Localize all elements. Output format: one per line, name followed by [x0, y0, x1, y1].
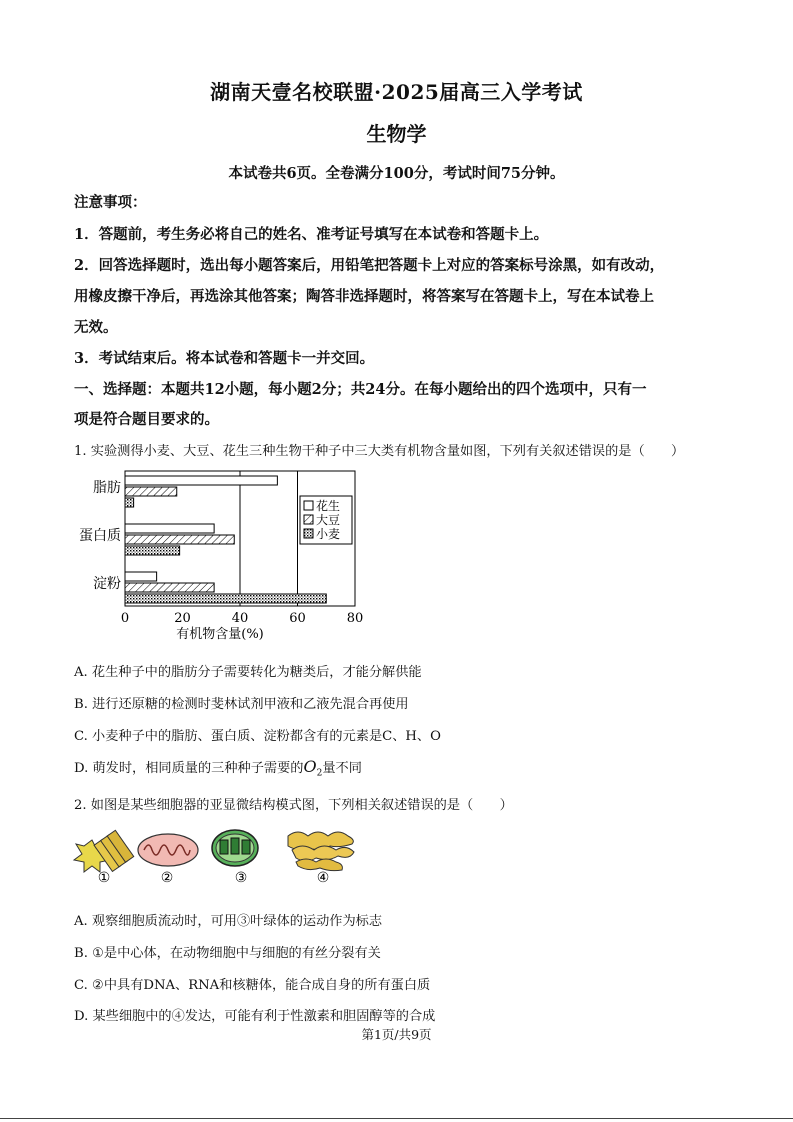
q1-option-c: C. 小麦种子中的脂肪、蛋白质、淀粉都含有的元素是C、H、O — [74, 729, 441, 744]
legend-label: 小麦 — [316, 527, 341, 541]
q2-option-d: D. 某些细胞中的④发达，可能有利于性激素和胆固醇等的合成 — [74, 1009, 436, 1024]
note-3: 3．考试结束后。将本试卷和答题卡一并交回。 — [74, 350, 375, 367]
legend-swatch-小麦 — [304, 529, 313, 538]
bar-淀粉-小麦 — [125, 594, 326, 603]
legend-swatch-大豆 — [304, 515, 313, 524]
note-2-line2: 用橡皮擦干净后，再选涂其他答案；陶答非选择题时，将答案写在答题卡上，写在本试卷上 — [74, 288, 654, 305]
label-3: ③ — [234, 870, 248, 886]
q1-stem: 1. 实验测得小麦、大豆、花生三种生物干种子中三大类有机物含量如图，下列有关叙述错误的是（ ） — [74, 444, 685, 459]
label-2: ② — [160, 870, 174, 886]
x-tick-label: 40 — [231, 611, 249, 626]
exam-title: 湖南天壹名校联盟·2025届高三入学考试 — [210, 80, 583, 104]
category-label: 蛋白质 — [79, 528, 121, 544]
bar-蛋白质-小麦 — [125, 546, 180, 555]
q2-option-b: B. ①是中心体，在动物细胞中与细胞的有丝分裂有关 — [74, 946, 381, 961]
bar-蛋白质-大豆 — [125, 535, 234, 544]
notes-heading: 注意事项： — [74, 194, 147, 211]
note-1: 1．答题前，考生务必将自己的姓名、准考证号填写在本试卷和答题卡上。 — [74, 226, 549, 243]
endoplasmic-reticulum-illustration — [288, 832, 354, 871]
category-label: 脂肪 — [93, 480, 121, 496]
note-2-line1: 2．回答选择题时，选出每小题答案后，用铅笔把答题卡上对应的答案标号涂黑，如有改动， — [74, 257, 665, 274]
bar-淀粉-花生 — [125, 572, 157, 581]
section-heading-line2: 项是符合题目要求的。 — [74, 411, 219, 428]
bar-淀粉-大豆 — [125, 583, 214, 592]
x-tick-label: 20 — [174, 611, 191, 626]
subject-title: 生物学 — [366, 122, 427, 146]
q1-option-b: B. 进行还原糖的检测时斐林试剂甲液和乙液先混合再使用 — [74, 697, 409, 712]
x-tick-label: 60 — [289, 611, 306, 626]
q1-option-d-prefix: D. 萌发时，相同质量的三种种子需要的 — [74, 761, 304, 776]
bar-脂肪-小麦 — [125, 498, 134, 507]
bar-脂肪-花生 — [125, 476, 277, 485]
x-tick-label: 0 — [120, 611, 130, 626]
note-2-line3: 无效。 — [74, 319, 118, 336]
mitochondrion-illustration — [138, 834, 198, 866]
oxygen-symbol: O — [303, 757, 317, 776]
legend-label: 大豆 — [316, 513, 341, 527]
bar-蛋白质-花生 — [125, 524, 214, 533]
organelle-figure — [70, 822, 370, 892]
legend-label: 花生 — [316, 499, 341, 513]
bar-脂肪-大豆 — [125, 487, 177, 496]
q1-chart — [70, 466, 370, 646]
chloroplast-illustration — [212, 830, 258, 866]
q2-option-a: A. 观察细胞质流动时，可用③叶绿体的运动作为标志 — [74, 914, 383, 929]
q2-stem: 2. 如图是某些细胞器的亚显微结构模式图，下列相关叙述错误的是（ ） — [74, 798, 513, 813]
q1-option-d — [74, 757, 362, 779]
centriole-illustration — [74, 830, 134, 872]
page-footer: 第1页/共9页 — [361, 1027, 432, 1042]
exam-info: 本试卷共6页。全卷满分100分，考试时间75分钟。 — [228, 165, 565, 182]
q2-option-c: C. ②中具有DNA、RNA和核糖体，能合成自身的所有蛋白质 — [74, 978, 431, 993]
organelle-illustrations — [70, 822, 370, 892]
label-4: ④ — [316, 870, 330, 886]
oxygen-subscript: 2 — [316, 768, 323, 779]
label-1: ① — [97, 870, 111, 886]
q1-option-a: A. 花生种子中的脂肪分子需要转化为糖类后，才能分解供能 — [74, 665, 422, 680]
organic-content-bar-chart — [70, 466, 370, 646]
category-label: 淀粉 — [93, 576, 121, 592]
section-heading-line1: 一、选择题：本题共12小题，每小题2分；共24分。在每小题给出的四个选项中，只有一 — [74, 381, 647, 398]
x-axis-label: 有机物含量(%) — [176, 627, 264, 642]
q1-option-d-suffix: 量不同 — [322, 761, 362, 776]
legend-swatch-花生 — [304, 501, 313, 510]
x-tick-label: 80 — [346, 611, 364, 626]
bottom-rule — [0, 1118, 793, 1119]
